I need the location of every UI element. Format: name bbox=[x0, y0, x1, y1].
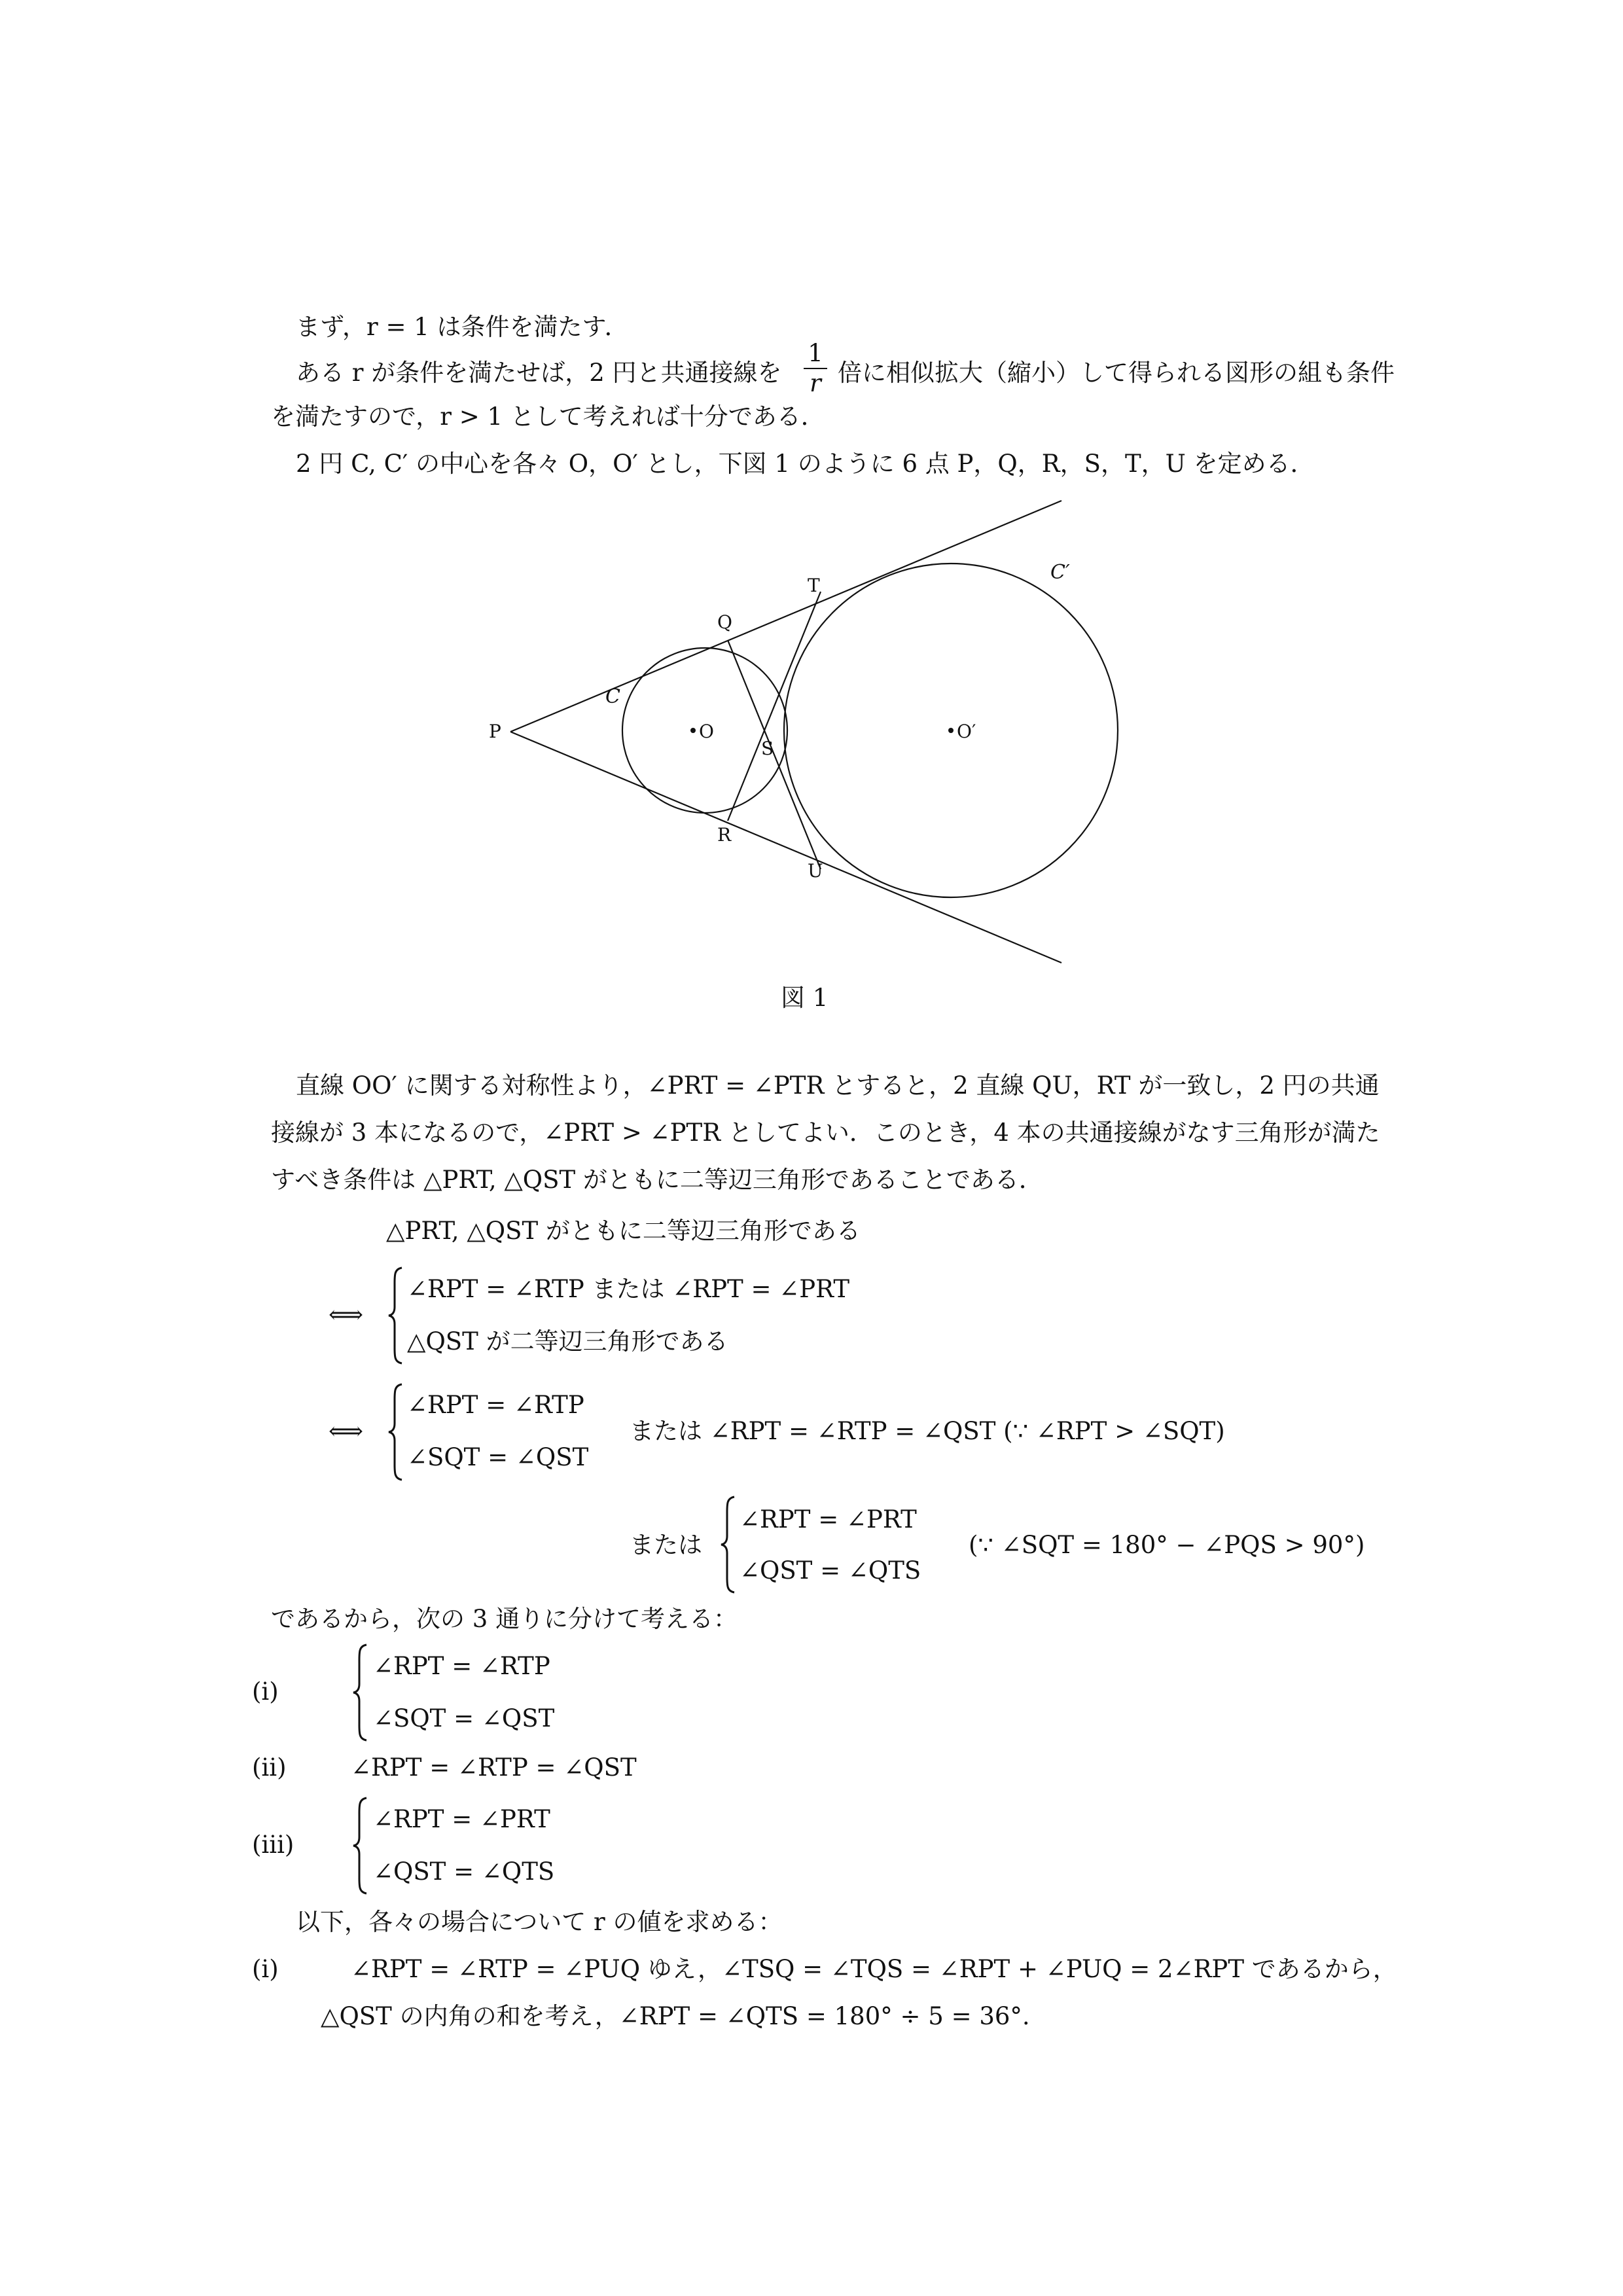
tangent-line-upper bbox=[510, 501, 1061, 732]
iff-symbol: ⟺ bbox=[329, 1417, 364, 1445]
tangent-line-TR bbox=[728, 592, 821, 821]
label-P: P bbox=[489, 721, 501, 742]
label-O-prime: O′ bbox=[957, 721, 976, 742]
condition-line: ∠RPT = ∠RTP = ∠QST bbox=[351, 1753, 637, 1782]
condition-line: (∵ ∠SQT = 180° − ∠PQS > 90°) bbox=[969, 1531, 1365, 1559]
condition-line: ∠RPT = ∠RTP bbox=[373, 1652, 550, 1680]
condition-line: ∠RPT = ∠RTP bbox=[407, 1391, 584, 1419]
label-O: O bbox=[699, 721, 714, 742]
label-R: R bbox=[717, 824, 732, 846]
text-line: 倍に相似拡大（縮小）して得られる図形の組も条件 bbox=[838, 359, 1395, 387]
text-line: 2 円 C, C′ の中心を各々 O，O′ とし，下図 1 のように 6 点 P，Q，R，S，T，U を定める． bbox=[296, 450, 1315, 478]
condition-line: ∠SQT = ∠QST bbox=[373, 1704, 555, 1732]
left-brace bbox=[720, 1496, 737, 1594]
fraction-numerator: 1 bbox=[808, 339, 823, 367]
left-brace bbox=[352, 1797, 369, 1895]
condition-line: ∠QST = ∠QTS bbox=[740, 1556, 921, 1585]
condition-line: ∠RPT = ∠PRT bbox=[740, 1505, 917, 1534]
text-line: ∠RPT = ∠RTP = ∠PUQ ゆえ，∠TSQ = ∠TQS = ∠RPT + ∠PUQ = 2∠RPT であるから， bbox=[351, 1955, 1397, 1983]
label-T: T bbox=[808, 575, 820, 596]
text-line: ある r が条件を満たせば，2 円と共通接線を bbox=[296, 359, 782, 387]
left-brace bbox=[387, 1266, 404, 1365]
condition-line: ∠SQT = ∠QST bbox=[407, 1443, 589, 1471]
condition-line: ∠RPT = ∠RTP または ∠RPT = ∠PRT bbox=[407, 1275, 850, 1303]
text-line: 以下，各々の場合について r の値を求める： bbox=[296, 1908, 783, 1936]
case-label: (ii) bbox=[252, 1753, 287, 1782]
label-Q: Q bbox=[717, 611, 732, 633]
text-line: を満たすので，r > 1 として考えれば十分である． bbox=[271, 403, 825, 431]
label-S: S bbox=[761, 738, 774, 759]
condition-line: ∠RPT = ∠PRT bbox=[373, 1805, 550, 1833]
center-dot-O-prime bbox=[948, 728, 954, 733]
figure-1-diagram bbox=[0, 0, 1623, 1113]
condition-line: ∠QST = ∠QTS bbox=[373, 1857, 555, 1886]
text-line: 直線 OO′ に関する対称性より，∠PRT = ∠PTR とすると，2 直線 QU，RT が一致し，2 円の共通 bbox=[296, 1071, 1380, 1100]
text-line: △QST の内角の和を考え，∠RPT = ∠QTS = 180° ÷ 5 = 36°. bbox=[321, 2002, 1030, 2030]
fraction-denominator: r bbox=[810, 369, 821, 397]
text-line: であるから，次の 3 通りに分けて考える： bbox=[271, 1605, 738, 1633]
or-text: または bbox=[630, 1531, 702, 1559]
text-line: まず，r = 1 は条件を満たす． bbox=[296, 313, 629, 341]
case-label: (iii) bbox=[252, 1831, 294, 1859]
case-label: (i) bbox=[252, 1677, 279, 1706]
label-C-prime: C′ bbox=[1050, 561, 1070, 584]
center-dot-O bbox=[690, 728, 696, 733]
left-brace bbox=[387, 1383, 404, 1481]
label-C: C bbox=[605, 685, 620, 708]
condition-line: △QST が二等辺三角形である bbox=[407, 1327, 728, 1355]
case-label: (i) bbox=[252, 1955, 279, 1983]
tangent-line-lower bbox=[510, 732, 1061, 963]
left-brace bbox=[352, 1643, 369, 1742]
figure-caption: 図 1 bbox=[781, 984, 829, 1012]
derivation-head: △PRT, △QST がともに二等辺三角形である bbox=[386, 1217, 861, 1245]
text-line: すべき条件は △PRT, △QST がともに二等辺三角形であることである． bbox=[271, 1166, 1043, 1194]
label-U: U bbox=[808, 860, 823, 882]
condition-line: または ∠RPT = ∠RTP = ∠QST (∵ ∠RPT > ∠SQT) bbox=[630, 1417, 1225, 1445]
tangent-line-QU bbox=[728, 640, 821, 869]
iff-symbol: ⟺ bbox=[329, 1300, 364, 1329]
text-line: 接線が 3 本になるので，∠PRT > ∠PTR としてよい．このとき，4 本の共通接線がなす三角形が満た bbox=[271, 1119, 1380, 1147]
